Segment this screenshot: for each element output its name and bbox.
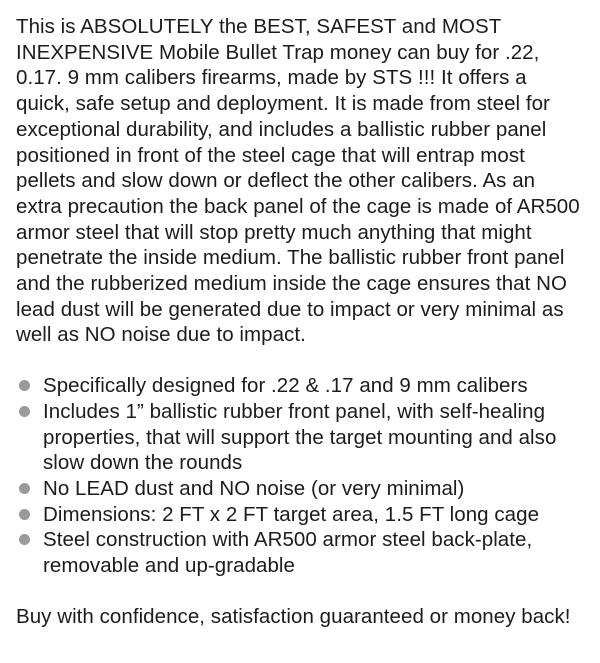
bullet-icon [19,509,30,520]
feature-text: Dimensions: 2 FT x 2 FT target area, 1.5 FT long cage [43,502,540,526]
feature-text: Includes 1” ballistic rubber front panel, with self-healing properties, that will support the target mounting and also slow down the rounds [43,399,557,475]
intro-paragraph: This is ABSOLUTELY the BEST, SAFEST and MOST INEXPENSIVE Mobile Bullet Trap money can buy for .22, 0.17. 9 mm calibers firearms, made by STS !!! It offers a quick, safe setup and deployment. It is made from steel for exceptional durability, and includes a ballistic rubber panel positioned in front of the steel cage that will entrap most pellets and slow down or deflect the other calibers. As an extra precaution the back panel of the cage is made of AR500 armor steel that will stop pretty much anything that might penetrate the inside medium. The ballistic rubber front panel and the rubberized medium inside the cage ensures that NO lead dust will be generated due to impact or very minimal as well as NO noise due to impact. [16,15,580,347]
bullet-icon [19,380,30,391]
bullet-icon [19,406,30,417]
feature-list [16,373,582,579]
closing-statement: Buy with confidence, satisfaction guaranteed or money back! [16,604,571,628]
list-item [16,373,582,399]
feature-text: Specifically designed for .22 & .17 and 9 mm calibers [43,374,528,398]
list-item [16,399,582,476]
list-item [16,502,582,528]
feature-text: Steel construction with AR500 armor steel back-plate, removable and up-gradable [43,528,533,578]
bullet-icon [19,534,30,545]
bullet-icon [19,483,30,494]
list-item [16,527,582,578]
list-item [16,476,582,502]
feature-text: No LEAD dust and NO noise (or very minimal) [43,476,465,500]
